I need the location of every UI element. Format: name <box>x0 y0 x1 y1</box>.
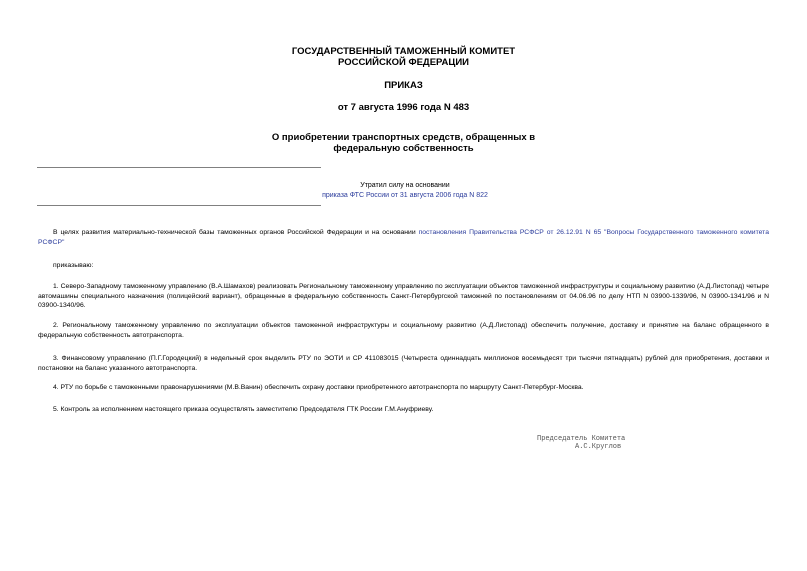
document-date-number: от 7 августа 1996 года N 483 <box>337 102 470 113</box>
government-decree-link[interactable]: постановления Правительства РСФСР от 26.12.91 N 65 "Вопросы Государственного таможенного комитета РСФСР" <box>38 229 769 246</box>
document-title-line-2: федеральную собственность <box>333 143 474 154</box>
order-item-4 <box>38 383 769 393</box>
divider-top <box>37 167 321 168</box>
document-type: ПРИКАЗ <box>384 80 423 91</box>
signatory-name: А.С.Круглов <box>575 443 622 451</box>
document-title-line-1: О приобретении транспортных средств, обращенных в <box>271 132 536 143</box>
order-item-3-text: 3. Финансовому управлению (П.Г.Городецкий) в недельный срок выделить РТУ по ЭОТИ и СР 411083015 (Четыреста одиннадцать миллионов восемьдесят три тысячи пятнадцать) рублей для приобретения, доставки и постановки на баланс указанного автотранспорта. <box>38 355 769 372</box>
order-item-2-text: 2. Региональному таможенному управлению по эксплуатации объектов таможенной инфраструктуры и социальному развитию (А.Д.Листопад) обеспечить получение, доставку и принятие на баланс обращенного в федеральную собственность автотранспорта. <box>38 322 769 339</box>
issuer-line-1: ГОСУДАРСТВЕННЫЙ ТАМОЖЕННЫЙ КОМИТЕТ <box>291 46 516 57</box>
ordering-text: приказываю: <box>53 262 94 269</box>
order-item-2 <box>38 321 769 340</box>
order-item-1-text: 1. Северо-Западному таможенному управлению (В.А.Шамахов) реализовать Региональному таможенному управлению по эксплуатации объектов таможенной инфраструктуры и социальному развитию (А.Д.Листопад) четыре автомашины специального назначения (полицейский вариант), обращенные в федеральную собственность Санкт-Петербургской таможней по постановлениям от 04.06.96 по делу НТП N 03900-1339/96, N 03900-1341/96 и N 03900-1340/96. <box>38 283 769 309</box>
issuer-line-2: РОССИЙСКОЙ ФЕДЕРАЦИИ <box>337 57 469 68</box>
lost-force-note: Утратил силу на основании <box>360 182 450 189</box>
ordering-word <box>38 261 769 271</box>
lost-force-link[interactable]: приказа ФТС России от 31 августа 2006 года N 822 <box>322 192 488 199</box>
order-item-5-text: 5. Контроль за исполнением настоящего приказа осуществлять заместителю Председателя ГТК России Г.М.Ануфриеву. <box>53 406 434 413</box>
intro-paragraph <box>38 228 769 247</box>
order-item-5 <box>38 405 769 415</box>
order-item-4-text: 4. РТУ по борьбе с таможенными правонарушениями (М.В.Ванин) обеспечить охрану доставки приобретенного автотранспорта по маршруту Санкт-Петербург-Москва. <box>53 384 584 391</box>
intro-text: В целях развития материально-технической базы таможенных органов Российской Федерации и на основании <box>53 229 419 236</box>
order-item-3 <box>38 354 769 373</box>
signatory-position: Председатель Комитета <box>537 435 626 443</box>
order-item-1 <box>38 282 769 311</box>
divider-bottom <box>37 205 321 206</box>
